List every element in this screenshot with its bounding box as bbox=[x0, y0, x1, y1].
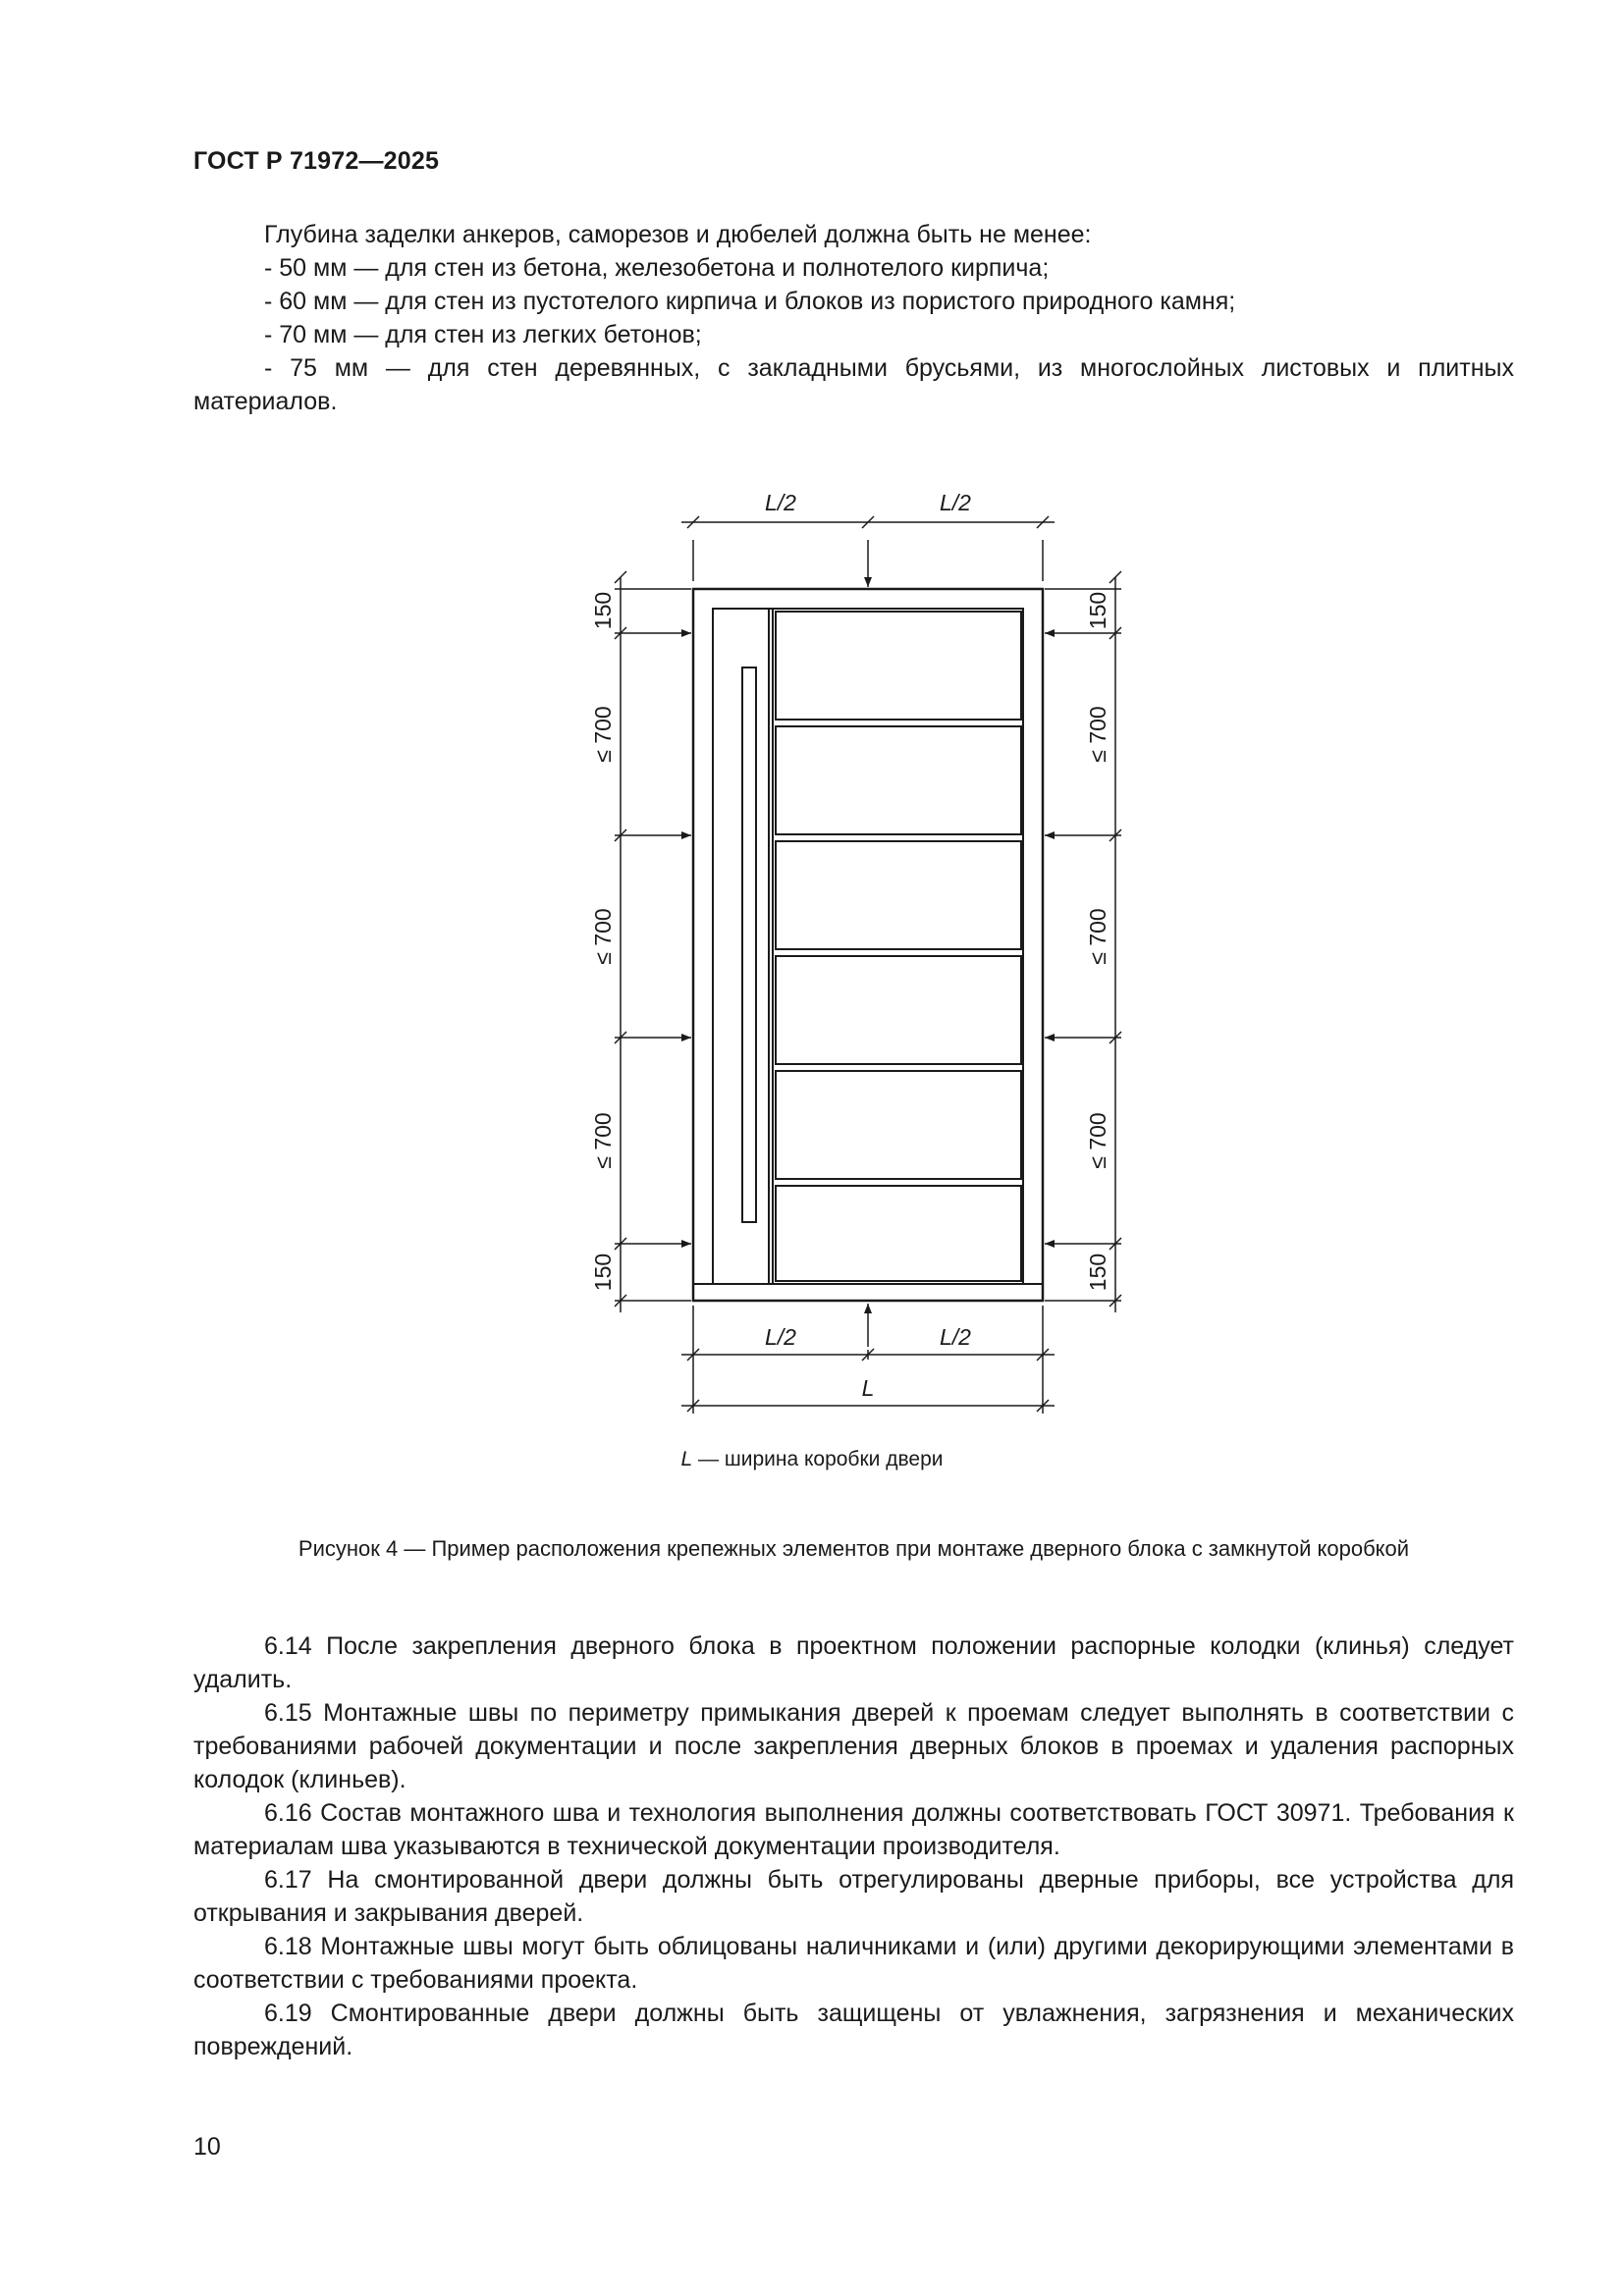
section-paragraph: 6.18 Монтажные швы могут быть облицованы наличниками и (или) другими декорирующими элементами в соответствии с требованиями проекта. bbox=[193, 1933, 1514, 1994]
section-paragraph: 6.14 После закрепления дверного блока в проектном положении распорные колодки (клинья) следует удалить. bbox=[193, 1632, 1514, 1693]
section-paragraph: 6.16 Состав монтажного шва и технология выполнения должны соответствовать ГОСТ 30971. Требования к материалам шва указываются в технической документации производителя. bbox=[193, 1799, 1514, 1860]
top-half-label-right: L/2 bbox=[940, 490, 971, 515]
section-paragraph: 6.19 Смонтированные двери должны быть защищены от увлажнения, загрязнения и механических повреждений. bbox=[193, 2000, 1514, 2060]
right-dim-label: 150 bbox=[1085, 591, 1110, 630]
left-dim-label: ≤ 700 bbox=[590, 1112, 616, 1169]
top-half-label-left: L/2 bbox=[765, 490, 796, 515]
door-frame-outer bbox=[693, 589, 1043, 1301]
section-paragraph: 6.15 Монтажные швы по периметру примыкания дверей к проемам следует выполнять в соответствии с требованиями рабочей документации и после закрепления дверных блоков в проемах и удаления распорных колодок (клиньев). bbox=[193, 1699, 1514, 1793]
door-panel bbox=[776, 956, 1021, 1064]
intro-item: - 50 мм — для стен из бетона, железобетона и полнотелого кирпича; bbox=[264, 254, 1050, 282]
right-dim-label: ≤ 700 bbox=[1085, 1112, 1110, 1169]
left-dim-label: ≤ 700 bbox=[590, 706, 616, 763]
page-number: 10 bbox=[193, 2133, 221, 2161]
left-dim-label: 150 bbox=[590, 1253, 616, 1292]
document-standard-header: ГОСТ Р 71972—2025 bbox=[193, 147, 440, 175]
intro-lead: Глубина заделки анкеров, саморезов и дюбелей должна быть не менее: bbox=[264, 221, 1092, 248]
door-frame-inner bbox=[713, 609, 1023, 1284]
bottom-half-label-right: L/2 bbox=[940, 1324, 971, 1350]
right-dim-label: ≤ 700 bbox=[1085, 706, 1110, 763]
intro-item: - 60 мм — для стен из пустотелого кирпича и блоков из пористого природного камня; bbox=[264, 288, 1236, 315]
intro-block bbox=[193, 218, 1514, 418]
sections-block bbox=[193, 1629, 1514, 2063]
door-fastening-diagram bbox=[530, 471, 1139, 1472]
legend-text: — ширина коробки двери bbox=[692, 1448, 944, 1470]
intro-item: - 75 мм — для стен деревянных, с закладными брусьями, из многослойных листовых и плитных материалов. bbox=[193, 354, 1514, 415]
legend-symbol: L bbox=[680, 1448, 693, 1470]
bottom-half-label-left: L/2 bbox=[765, 1324, 796, 1350]
right-dim-label: ≤ 700 bbox=[1085, 908, 1110, 965]
door-panel bbox=[776, 1071, 1021, 1179]
left-dim-label: 150 bbox=[590, 591, 616, 630]
figure-caption: Рисунок 4 — Пример расположения крепежных элементов при монтаже дверного блока с замкнутой коробкой bbox=[298, 1536, 1410, 1561]
door-panel bbox=[776, 841, 1021, 949]
figure-legend bbox=[0, 1448, 1624, 1471]
total-width-label: L bbox=[861, 1375, 875, 1401]
section-paragraph: 6.17 На смонтированной двери должны быть отрегулированы дверные приборы, все устройства для открывания и закрывания дверей. bbox=[193, 1866, 1514, 1927]
left-dim-label: ≤ 700 bbox=[590, 908, 616, 965]
door-panel bbox=[776, 612, 1021, 720]
intro-item: - 70 мм — для стен из легких бетонов; bbox=[264, 321, 702, 348]
door-panel bbox=[776, 726, 1021, 834]
right-dim-label: 150 bbox=[1085, 1253, 1110, 1292]
door-panel bbox=[776, 1186, 1021, 1281]
door-handle bbox=[742, 667, 756, 1222]
